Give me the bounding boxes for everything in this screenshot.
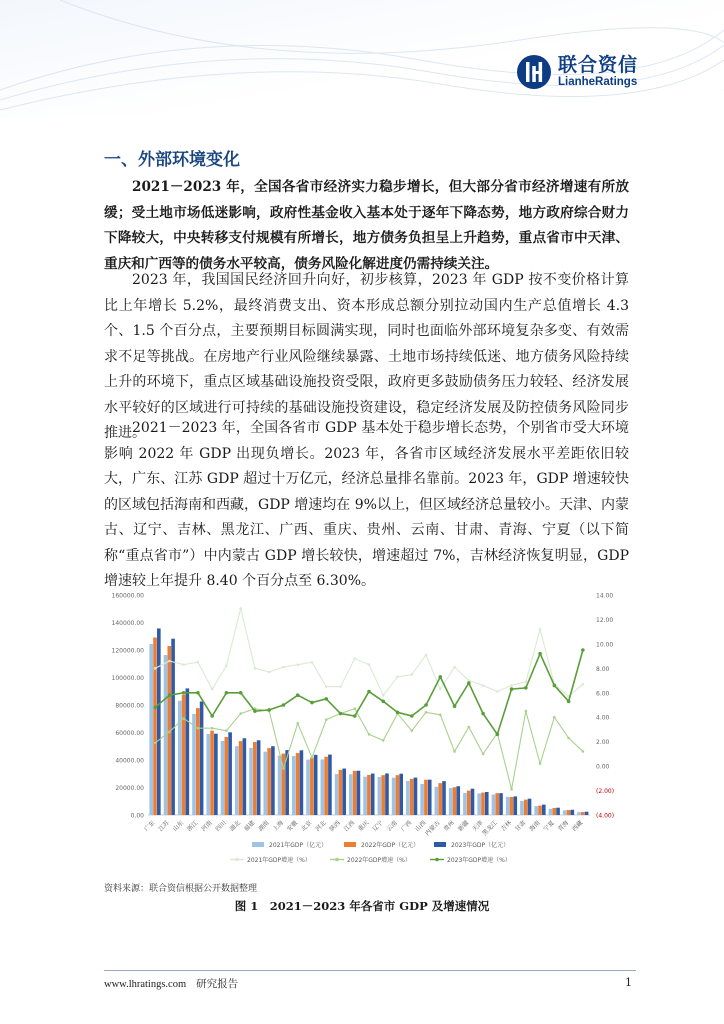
growth-point [182,691,186,695]
x-tick-label: 青海 [556,819,571,833]
growth-point [310,701,314,705]
gdp-bar [249,748,253,815]
gdp-bar [567,810,571,815]
gdp-bar [239,741,243,815]
growth-point [482,684,485,687]
growth-point [538,652,542,656]
growth-point [325,718,328,721]
y-right-tick-label: 6.00 [596,690,610,698]
x-tick-label: 北京 [299,819,314,833]
legend-marker [435,858,439,862]
x-tick-label: 辽宁 [371,819,385,833]
gdp-bar [449,788,453,815]
growth-point [239,712,242,715]
growth-point [481,712,485,716]
gdp-bar [399,774,403,815]
company-logo [516,54,638,90]
gdp-bar [214,734,218,815]
gdp-bar [481,793,485,815]
growth-point [581,648,585,652]
gdp-bar [510,797,514,815]
x-tick-label: 贵州 [442,819,456,833]
growth-point [296,693,300,697]
gdp-bar [153,637,157,815]
y-left-tick-label: 0.00 [130,812,144,820]
footer-website[interactable]: www.lhratings.com [104,979,187,990]
gdp-bar [435,787,439,815]
growth-point [197,661,200,664]
logo-cn: 联合资信 [558,54,639,76]
growth-point [182,663,185,666]
gdp-bar [463,793,467,815]
y-right-tick-label: (4.00) [596,812,615,820]
growth-point [239,691,243,695]
gdp-bar [406,781,410,815]
growth-point [582,683,585,686]
growth-point [353,657,356,660]
growth-point [510,687,514,691]
growth-point [368,733,371,736]
summary-paragraph: 2021－2023 年，全国各省市经济实力稳步增长，但大部分省市经济增速有所放缓；受土地市场低迷影响，政府性基金收入基本处于逐年下降态势，地方政府综合财力下降较大，中央转移支付规模有所增长，地方债务负担呈上升趋势，重点省市中天津、重庆和广西等的债务水平较高，债务风险化解进度仍需持续关注。 [104,179,629,272]
growth-point [438,675,442,679]
gdp-bar [200,701,204,815]
y-right-tick-label: (2.00) [596,788,615,796]
legend-label: 2021年GDP（亿元） [269,842,328,849]
growth-point [268,671,271,674]
gdp-bar [263,752,267,815]
gdp-bar [192,714,196,815]
gdp-bar [278,756,282,815]
gdp-bar [495,793,499,815]
y-right-tick-label: 10.00 [596,641,614,649]
gdp-bar [182,695,186,815]
gdp-bar [196,708,200,815]
legend-label: 2023年GDP增速（%） [447,857,511,864]
gdp-bar [367,775,371,815]
x-tick-label: 江苏 [157,819,171,833]
gdp-bar [210,731,214,815]
x-tick-label: 江西 [342,819,357,833]
legend-marker [235,858,239,862]
gdp-bar [538,806,542,815]
gdp-bar [321,759,325,815]
growth-point [168,693,172,697]
growth-point [311,661,314,664]
gdp-bar [585,812,589,815]
growth-point [353,707,356,710]
x-tick-label: 福建 [242,819,257,833]
gdp-bar [271,746,275,815]
growth-point [468,726,471,729]
growth-point [425,711,428,714]
gdp-chart [112,585,622,875]
body-paragraph-1: 2023 年，我国国民经济回升向好，初步核算，2023 年 GDP 按不变价格计算比上年增长 5.2%，最终消费支出、资本形成总额分别拉动国内生产总值增长 4.3 个、1.5 个百分点，主要预期目标圆满实现，同时也面临外部环境复杂多变、有效需求不足等挑战。在房地产行业风险继续暴露、土地市场持续低迷、地方债务风险持续上升的环境下，重点区域基础设施投资受限，政府更多鼓励债务压力较轻、经济发展水平较好的区域进行可持续的基础设施投资建设，稳定经济发展及防控债务风险同步推进。 [104,272,629,441]
gdp-bar [353,771,357,815]
growth-point [425,654,428,657]
gdp-bar [178,701,182,815]
x-tick-label: 西藏 [570,819,585,833]
gdp-bar [499,793,503,815]
growth-point [168,731,171,734]
y-left-tick-label: 100000.00 [112,675,144,682]
x-tick-label: 重庆 [356,819,371,833]
growth-point [353,714,357,718]
growth-point [510,788,513,791]
gdp-bar [424,780,428,815]
gdp-bar [563,810,567,815]
gdp-bar [349,774,353,815]
growth-point [453,666,456,669]
gdp-bar [456,786,460,815]
growth-point [367,690,371,694]
gdp-bar [385,773,389,815]
gdp-bar [467,791,471,815]
body-paragraph-2: 2021－2023 年，全国各省市 GDP 基本处于稳步增长态势，个别省市受大环境影响 2022 年 GDP 出现负增长。2023 年，各省市区域经济发展水平差距依旧较大，广东、江苏 GDP 超过十万亿元，经济总量排名靠前。2023 年，GDP 增速较快的区域包括海南和西藏，GDP 增速均在 9%以上，但区域经济总量较小。天津、内蒙古、辽宁、吉林、黑龙江、广西、重庆、贵州、云南、甘肃、青海、宁夏（以下简称“重点省市”）中内蒙古 GDP 增长较快，增速超过 7%，吉林经济恢复明显，GDP 增速较上年提升 8.40 个百分点至 6.30%。 [104,420,629,589]
legend-swatch [344,842,356,847]
gdp-bar [506,797,510,815]
growth-point [439,713,442,716]
gdp-bar [581,812,585,815]
gdp-bar [306,760,310,815]
x-tick-label: 宁夏 [542,819,556,833]
gdp-bar [342,769,346,815]
gdp-bar [300,750,304,815]
gdp-bar [381,775,385,815]
lianhe-logo-icon [516,54,552,90]
growth-point [381,700,385,704]
growth-point [396,676,399,679]
x-tick-label: 内蒙古 [424,819,442,838]
growth-point [325,685,328,688]
growth-line [155,608,583,696]
gdp-bar [253,742,257,815]
growth-point [396,711,400,715]
gdp-bar [149,644,153,815]
gdp-bar [528,799,532,815]
y-right-tick-label: 2.00 [596,739,610,747]
gdp-bar [420,784,424,815]
x-tick-label: 安徽 [285,819,300,833]
legend-label: 2023年GDP（亿元） [451,842,510,849]
growth-point [525,710,528,713]
growth-point [154,667,157,670]
growth-point [553,684,557,688]
growth-point [553,716,556,719]
legend-swatch [434,842,446,847]
growth-point [253,709,257,713]
legend-marker [335,858,339,862]
gdp-bar [267,748,271,815]
y-right-tick-label: 12.00 [596,616,614,624]
gdp-bar [310,758,314,815]
growth-point [339,712,343,716]
x-tick-label: 浙江 [185,819,200,833]
gdp-bar [453,787,457,815]
gdp-chart-svg [112,585,622,875]
growth-point [539,762,542,765]
gdp-bar [243,738,247,815]
gdp-bar [186,688,190,815]
x-tick-label: 山西 [414,819,428,833]
gdp-bar [438,783,442,815]
growth-point [382,694,385,697]
gdp-bar [392,778,396,815]
gdp-bar [513,796,517,815]
gdp-bar [571,810,575,815]
x-tick-label: 广西 [399,819,414,833]
growth-point [254,667,257,670]
growth-point [225,665,228,668]
growth-point [282,703,286,707]
y-left-tick-label: 80000.00 [115,702,144,710]
growth-point [368,663,371,666]
y-left-tick-label: 40000.00 [115,757,144,765]
growth-point [339,685,342,688]
gdp-bar [556,808,560,815]
growth-point [324,697,328,701]
logo-en: LianheRatings [558,76,638,88]
growth-point [296,663,299,666]
growth-point [410,714,414,718]
gdp-bar [157,628,161,815]
gdp-bar [363,777,367,815]
y-right-tick-label: 14.00 [596,592,614,600]
gdp-bar [292,756,296,815]
growth-point [210,714,214,718]
growth-point [296,722,299,725]
gdp-bar [542,805,546,815]
gdp-bar [442,781,446,815]
source-note: 资料来源：联合资信根据公开数据整理 [104,884,258,894]
x-tick-label: 云南 [385,819,399,833]
growth-point [539,628,542,631]
growth-point [225,729,228,732]
y-left-tick-label: 120000.00 [112,647,144,655]
gdp-bar [520,801,524,815]
growth-point [467,681,471,685]
growth-point [525,680,528,683]
gdp-bar [428,780,432,815]
gdp-bar [378,777,382,815]
growth-point [267,708,271,712]
growth-point [282,666,285,669]
x-tick-label: 黑龙江 [481,819,499,838]
gdp-bar [235,746,239,815]
growth-point [482,753,485,756]
x-tick-label: 湖南 [257,819,271,833]
growth-point [154,742,157,745]
legend-label: 2021年GDP增速（%） [247,857,311,864]
gdp-bar [339,770,343,815]
growth-point [410,729,413,732]
gdp-bar [314,755,318,815]
x-tick-label: 上海 [271,819,285,833]
x-tick-label: 海南 [528,819,542,833]
growth-point [496,733,500,737]
growth-point [582,750,585,753]
footer-left [104,976,248,991]
x-tick-label: 新疆 [456,819,471,833]
growth-point [524,686,528,690]
growth-point [453,750,456,753]
x-tick-label: 河北 [314,819,328,833]
footer-doc-type: 研究报告 [196,979,239,990]
gdp-bar [357,771,361,815]
gdp-bar [414,778,418,815]
gdp-bar [225,737,229,815]
growth-point [510,684,513,687]
y-right-tick-label: 0.00 [596,763,610,771]
growth-point [311,756,314,759]
gdp-bar [257,740,261,815]
gdp-bar [524,800,528,815]
gdp-bar [552,808,556,815]
growth-point [168,660,171,663]
growth-point [496,690,499,693]
gdp-bar [228,732,232,815]
legend-label: 2022年GDP增速（%） [347,857,411,864]
growth-point [197,727,200,730]
x-tick-label: 广东 [143,819,157,833]
y-left-tick-label: 140000.00 [112,620,144,627]
gdp-bar [396,775,400,815]
figure-caption: 图 1 2021－2023 年各省市 GDP 及增速情况 [234,899,490,913]
gdp-bar [335,774,339,815]
gdp-bar [485,792,489,815]
x-tick-label: 湖北 [228,819,243,833]
gdp-bar [492,795,496,815]
growth-point [225,691,229,695]
gdp-bar [577,812,581,815]
growth-point [453,704,457,708]
growth-point [410,673,413,676]
growth-point [196,691,200,695]
growth-point [211,688,214,691]
gdp-bar [410,779,414,815]
footer-divider [104,970,636,971]
section-title: 一、外部环境变化 [104,150,240,170]
x-tick-label: 吉林 [499,819,513,833]
growth-point [439,688,442,691]
growth-point [424,703,428,707]
growth-point [567,737,570,740]
page-number: 1 [625,976,632,989]
gdp-bar [328,755,332,815]
y-left-tick-label: 20000.00 [115,785,144,792]
gdp-bar [534,806,538,815]
growth-point [382,739,385,742]
legend-label: 2022年GDP（亿元） [361,842,420,849]
y-left-tick-label: 160000.00 [112,592,144,600]
gdp-bar [371,774,375,815]
growth-point [153,706,157,710]
gdp-bar [296,753,300,815]
x-tick-label: 天津 [471,819,485,833]
gdp-bar [549,809,553,815]
growth-point [239,607,242,610]
growth-point [211,727,214,730]
x-tick-label: 甘肃 [513,819,528,833]
growth-point [282,767,285,770]
legend-swatch [252,842,264,847]
y-right-tick-label: 8.00 [596,665,610,673]
growth-point [567,700,571,704]
gdp-bar [471,789,475,815]
gdp-bar [477,793,481,815]
x-tick-label: 山东 [171,819,186,833]
x-tick-label: 陕西 [328,819,342,833]
growth-point [182,717,185,720]
gdp-bar [324,757,328,815]
gdp-bar [206,734,210,815]
y-right-tick-label: 4.00 [596,714,610,722]
y-left-tick-label: 60000.00 [115,730,144,737]
x-tick-label: 四川 [214,819,228,833]
gdp-bar [221,741,225,815]
x-tick-label: 河南 [200,819,214,833]
